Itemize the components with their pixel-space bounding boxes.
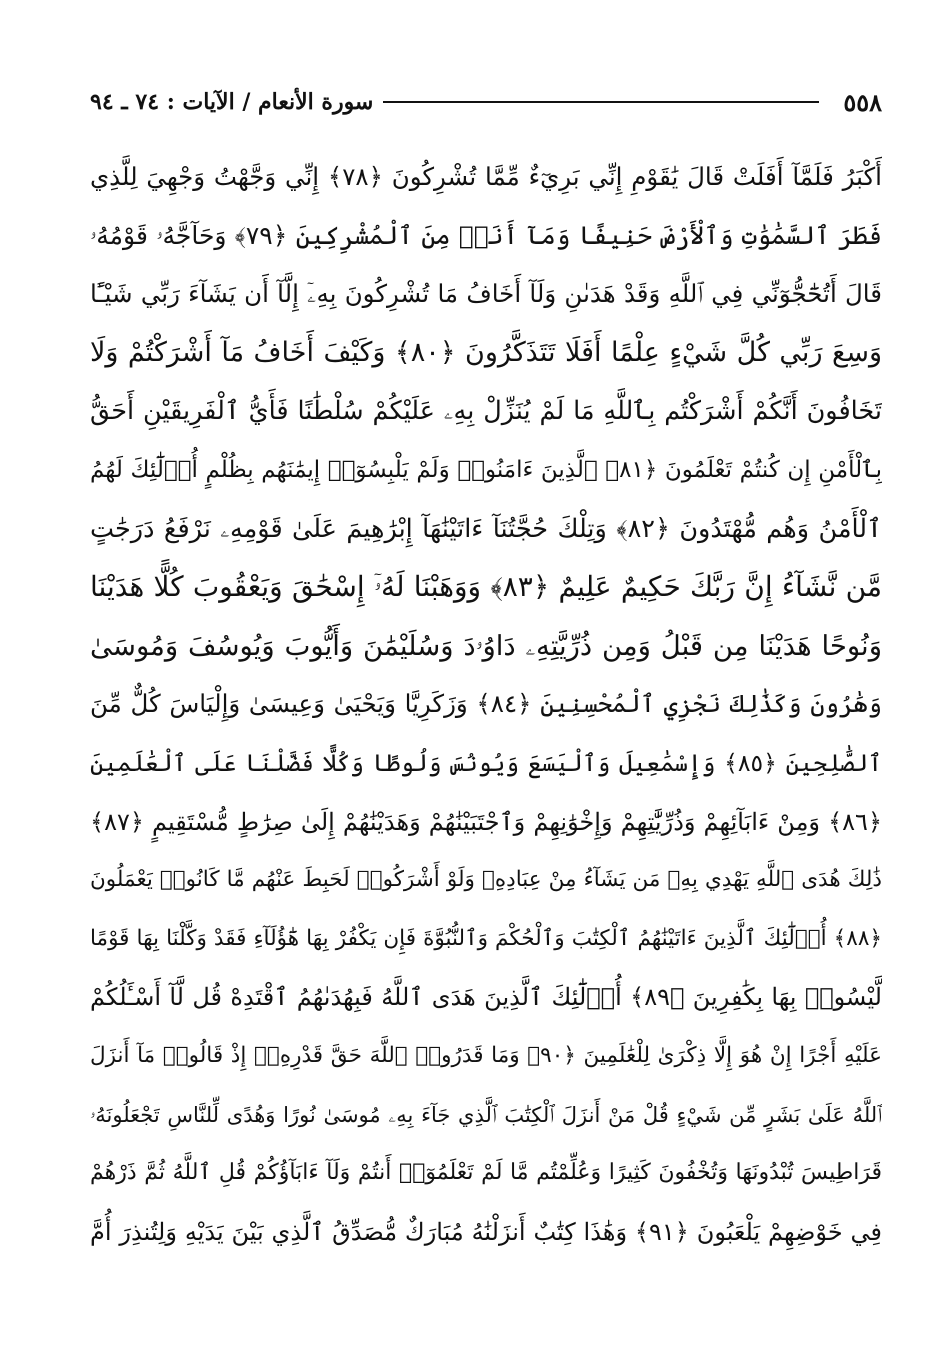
text-line: مَّن نَّشَآءُ إِنَّ رَبَّكَ حَكِيمٌ عَلِيمٌ ﴿٨٣﴾ وَوَهَبْنَا لَهُۥٓ إِسْحَٰقَ وَيَعْقُوبَ كُلًّا هَدَيْنَا (90, 570, 882, 604)
text-line: فِي خَوْضِهِمْ يَلْعَبُونَ ﴿٩١﴾ وَهَٰذَا كِتَٰبٌ أَنزَلْنَٰهُ مُبَارَكٌ مُّصَدِّقُ ٱلَّذِي بَيْنَ يَدَيْهِ وَلِتُنذِرَ أُمَّ (90, 1217, 882, 1246)
text-line: ﴿٨٨﴾ أُو۟لَٰٓئِكَ ٱلَّذِينَ ءَاتَيْنَٰهُمُ ٱلْكِتَٰبَ وَٱلْحُكْمَ وَٱلنُّبُوَّةَ فَإِن يَكْفُرْ بِهَا هَٰٓؤُلَآءِ فَقَدْ وَكَّلْنَا بِهَا قَوْمًا (90, 925, 882, 951)
text-line: فَطَرَ ٱلسَّمَٰوَٰتِ وَٱلْأَرْضَ حَنِيفًا وَمَآ أَنَا۠ مِنَ ٱلْمُشْرِكِينَ ﴿٧٩﴾ وَحَآجَّهُۥ قَوْمُهُۥ (90, 220, 882, 250)
text-line: ٱلصَّٰلِحِينَ ﴿٨٥﴾ وَإِسْمَٰعِيلَ وَٱلْيَسَعَ وَيُونُسَ وَلُوطًا وَكُلًّا فَضَّلْنَا عَلَى ٱلْعَٰلَمِينَ (90, 748, 882, 777)
page-header (90, 82, 882, 122)
text-line: قَالَ أَتُحَٰٓجُّوٓنِّي فِي ٱللَّهِ وَقَدْ هَدَىٰنِ وَلَآ أَخَافُ مَا تُشْرِكُونَ بِهِۦٓ إِلَّآ أَن يَشَآءَ رَبِّي شَيْـًٔا (90, 279, 882, 309)
text-line: ٱللَّهُ عَلَىٰ بَشَرٍ مِّن شَيْءٍ قُلْ مَنْ أَنزَلَ ٱلْكِتَٰبَ ٱلَّذِي جَآءَ بِهِۦ مُوسَىٰ نُورًا وَهُدًى لِّلنَّاسِ تَجْعَلُونَهُۥ (90, 1102, 882, 1127)
text-line: أَكْبَرُ فَلَمَّآ أَفَلَتْ قَالَ يَٰقَوْمِ إِنِّي بَرِيٓءٌ مِّمَّا تُشْرِكُونَ ﴿٧٨﴾ إِنِّي وَجَّهْتُ وَجْهِيَ لِلَّذِي (90, 162, 882, 191)
text-line: ٱلْأَمْنُ وَهُم مُّهْتَدُونَ ﴿٨٢﴾ وَتِلْكَ حُجَّتُنَآ ءَاتَيْنَٰهَآ إِبْرَٰهِيمَ عَلَىٰ قَوْمِهِۦ نَرْفَعُ دَرَجَٰتٍ (90, 513, 882, 544)
quran-text-block (90, 148, 882, 1261)
text-line: ﴿٨٦﴾ وَمِنْ ءَابَآئِهِمْ وَذُرِّيَّٰتِهِمْ وَإِخْوَٰنِهِمْ وَٱجْتَبَيْنَٰهُمْ وَهَدَيْنَٰهُمْ إِلَىٰ صِرَٰطٍ مُّسْتَقِيمٍ ﴿٨٧﴾ (90, 807, 882, 836)
text-line: وَهَٰرُونَ وَكَذَٰلِكَ نَجْزِي ٱلْمُحْسِنِينَ ﴿٨٤﴾ وَزَكَرِيَّا وَيَحْيَىٰ وَعِيسَىٰ وَإِلْيَاسَ كُلٌّ مِّنَ (90, 689, 882, 719)
text-line: ذَٰلِكَ هُدَى ٱللَّهِ يَهْدِي بِهِۦ مَن يَشَآءُ مِنْ عِبَادِهِۦ وَلَوْ أَشْرَكُوا۟ لَحَبِطَ عَنْهُم مَّا كَانُوا۟ يَعْمَلُونَ (90, 867, 882, 893)
page-number: ٥٥٨ (843, 87, 882, 117)
text-line: تَخَافُونَ أَنَّكُمْ أَشْرَكْتُم بِٱللَّهِ مَا لَمْ يُنَزِّلْ بِهِۦ عَلَيْكُمْ سُلْطَٰنًا فَأَيُّ ٱلْفَرِيقَيْنِ أَحَقُّ (90, 396, 882, 427)
text-line: بِٱلْأَمْنِ إِن كُنتُمْ تَعْلَمُونَ ﴿٨١﴾ ٱلَّذِينَ ءَامَنُوا۟ وَلَمْ يَلْبِسُوٓا۟ إِيمَٰنَهُم بِظُلْمٍ أُو۟لَٰٓئِكَ لَهُمُ (90, 456, 882, 483)
text-line: قَرَاطِيسَ تُبْدُونَهَا وَتُخْفُونَ كَثِيرًا وَعُلِّمْتُم مَّا لَمْ تَعْلَمُوٓا۟ أَنتُمْ وَلَآ ءَابَآؤُكُمْ قُلِ ٱللَّهُ ثُمَّ ذَرْهُمْ (90, 1160, 882, 1186)
text-line: عَلَيْهِ أَجْرًا إِنْ هُوَ إِلَّا ذِكْرَىٰ لِلْعَٰلَمِينَ ﴿٩٠﴾ وَمَا قَدَرُوا۟ ٱللَّهَ حَقَّ قَدْرِهِۦٓ إِذْ قَالُوا۟ مَآ أَنزَلَ (90, 1042, 882, 1068)
header-rule (383, 101, 819, 103)
surah-ayah-range-title: سورة الأنعام / الآيات : ٧٤ ـ ٩٤ (90, 89, 374, 115)
text-line: وَنُوحًا هَدَيْنَا مِن قَبْلُ وَمِن ذُرِّيَّتِهِۦ دَاوُۥدَ وَسُلَيْمَٰنَ وَأَيُّوبَ وَيُوسُفَ وَمُوسَىٰ (90, 629, 882, 662)
text-line: لَّيْسُوا۟ بِهَا بِكَٰفِرِينَ ﴿٨٩﴾ أُو۟لَٰٓئِكَ ٱلَّذِينَ هَدَى ٱللَّهُ فَبِهُدَىٰهُمُ ٱقْتَدِهْ قُل لَّآ أَسْـَٔلُكُمْ (90, 983, 882, 1012)
text-line: وَسِعَ رَبِّي كُلَّ شَيْءٍ عِلْمًا أَفَلَا تَتَذَكَّرُونَ ﴿٨٠﴾ وَكَيْفَ أَخَافُ مَآ أَشْرَكْتُمْ وَلَا (90, 336, 882, 368)
